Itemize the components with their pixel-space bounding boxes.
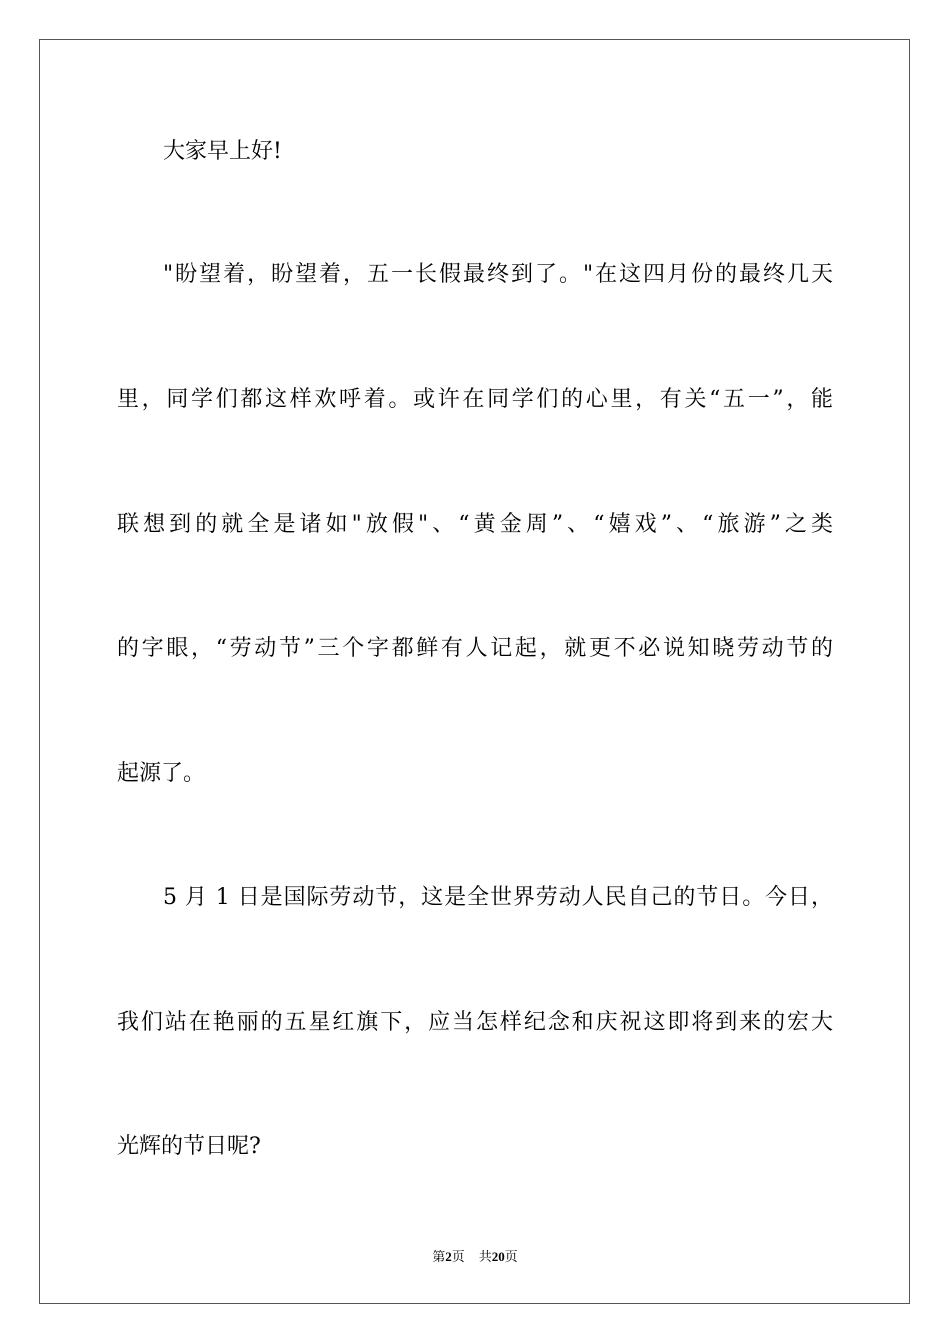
page-number: 2 (445, 1249, 452, 1264)
paragraph-2-line-3: 光辉的节日呢? (117, 1134, 261, 1159)
paragraph-1-line-2: 里，同学们都这样欢呼着。或许在同学们的心里，有关“五一”，能 (117, 387, 833, 412)
paragraph-2-line-1: 5 月 1 日是国际劳动节，这是全世界劳动人民自己的节日。今日， (163, 885, 833, 910)
total-suffix: 页 (504, 1249, 518, 1264)
paragraph-1-line-3: 联想到的就全是诸如"放假"、“黄金周”、“嬉戏”、“旅游”之类 (117, 512, 833, 537)
total-pages: 20 (491, 1249, 505, 1264)
paragraph-greeting: 大家早上好! (163, 139, 282, 164)
total-prefix: 共 (478, 1249, 492, 1264)
page-footer (0, 1247, 950, 1267)
paragraph-2-line-2: 我们站在艳丽的五星红旗下，应当怎样纪念和庆祝这即将到来的宏大 (117, 1010, 833, 1035)
paragraph-1-line-4: 的字眼，“劳动节”三个字都鲜有人记起，就更不必说知晓劳动节的 (117, 636, 833, 661)
paragraph-1-line-1: "盼望着，盼望着，五一长假最终到了。"在这四月份的最终几天 (163, 262, 833, 287)
page-frame (39, 39, 910, 1304)
page-suffix: 页 (451, 1249, 465, 1264)
page-prefix: 第 (432, 1249, 446, 1264)
paragraph-1-line-5: 起源了。 (117, 761, 206, 786)
